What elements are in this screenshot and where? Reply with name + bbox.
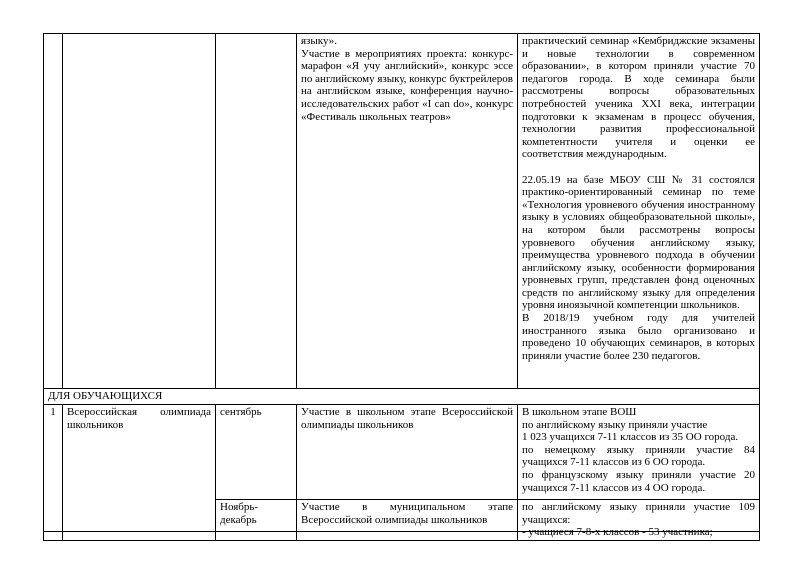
results-paragraph: по английскому языку приняли участие 109 учащихся:	[522, 501, 755, 526]
row-number-cell: 1	[44, 405, 63, 541]
section-header-cell: ДЛЯ ОБУЧАЮЩИХСЯ	[44, 389, 760, 405]
results-paragraph: - учащиеся 7-8-х классов - 53 участника;	[522, 526, 713, 539]
number-cell-empty	[44, 34, 63, 389]
participation-paragraph: языку».	[301, 35, 338, 47]
results-line: В школьном этапе ВОШ	[522, 406, 637, 418]
results-paragraph: 22.05.19 на базе МБОУ СШ № 31 состоялся практико-ориентированный семинар по теме «Технология уровневого обучения иностранному языку в условиях общеобразовательной школы», на котором были рассмотрены вопросы уровневого обучения английскому языку, преимущества уровневого подхода в обучении английскому языку, особенности формирования уровневых групп, представлен фонд оценочных средств по английскому языку для определения уровня иноязычной компетенции школьников.	[522, 173, 755, 312]
date-text: Ноябрь-декабрь	[220, 501, 259, 526]
olympiad-row-september	[44, 405, 760, 500]
report-table-clip	[43, 33, 760, 539]
results-line: по английскому языку приняли участие	[522, 418, 708, 431]
results-paragraph: практический семинар «Кембриджские экзамены и новые технологии в современном образовании», в котором приняли участие 70 педагогов города. В ходе семинара были рассмотрены вопросы образовательных потребностей ученика XXI века, интеграции подготовки к экзаменам в процесс обучения, технологии развития профессиональной компетентности учителя и оценки ее соответствия международным.	[522, 35, 755, 161]
results-paragraph: В 2018/19 учебном году для учителей иностранного языка было организовано и проведено 10 обучающих семинаров, в которых приняли участие более 230 педагогов.	[522, 312, 755, 362]
report-table	[43, 33, 760, 541]
results-paragraph: по французскому языку приняли участие 20 учащихся 7-11 классов из 4 ОО города.	[522, 468, 755, 494]
event-name-text: Всероссийская олимпиада школьников	[67, 406, 211, 431]
participation-text: Участие в школьном этапе Всероссийской олимпиады школьников	[301, 406, 513, 431]
results-paragraph: по немецкому языку приняли участие 84 учащихся 7-11 классов из 6 ОО города.	[522, 443, 755, 469]
event-name-cell	[63, 405, 216, 541]
results-cell	[518, 34, 760, 389]
results-line: 1 023 учащихся 7-11 классов из 35 ОО города.	[522, 431, 739, 444]
results-cell	[518, 500, 760, 541]
participation-text: Участие в муниципальном этапе Всероссийской олимпиады школьников	[301, 501, 513, 526]
paragraph-spacer	[522, 161, 755, 174]
participation-cell	[297, 405, 518, 500]
date-text: сентябрь	[220, 406, 262, 418]
section-header-row	[44, 389, 760, 405]
participation-cell	[297, 500, 518, 541]
results-cell	[518, 405, 760, 500]
date-cell	[216, 500, 297, 541]
date-cell-empty	[216, 34, 297, 389]
continuation-row	[44, 34, 760, 389]
event-cell-empty	[63, 34, 216, 389]
date-cell	[216, 405, 297, 500]
participation-paragraph: Участие в мероприятиях проекта: конкурс-марафон «Я учу английский», конкурс эссе по английскому языку, конкурс буктрейлеров на английском языке, конференция научно-исследовательских работ «I can do», конкурс «Фестиваль школьных театров»	[301, 47, 513, 123]
participation-cell	[297, 34, 518, 389]
